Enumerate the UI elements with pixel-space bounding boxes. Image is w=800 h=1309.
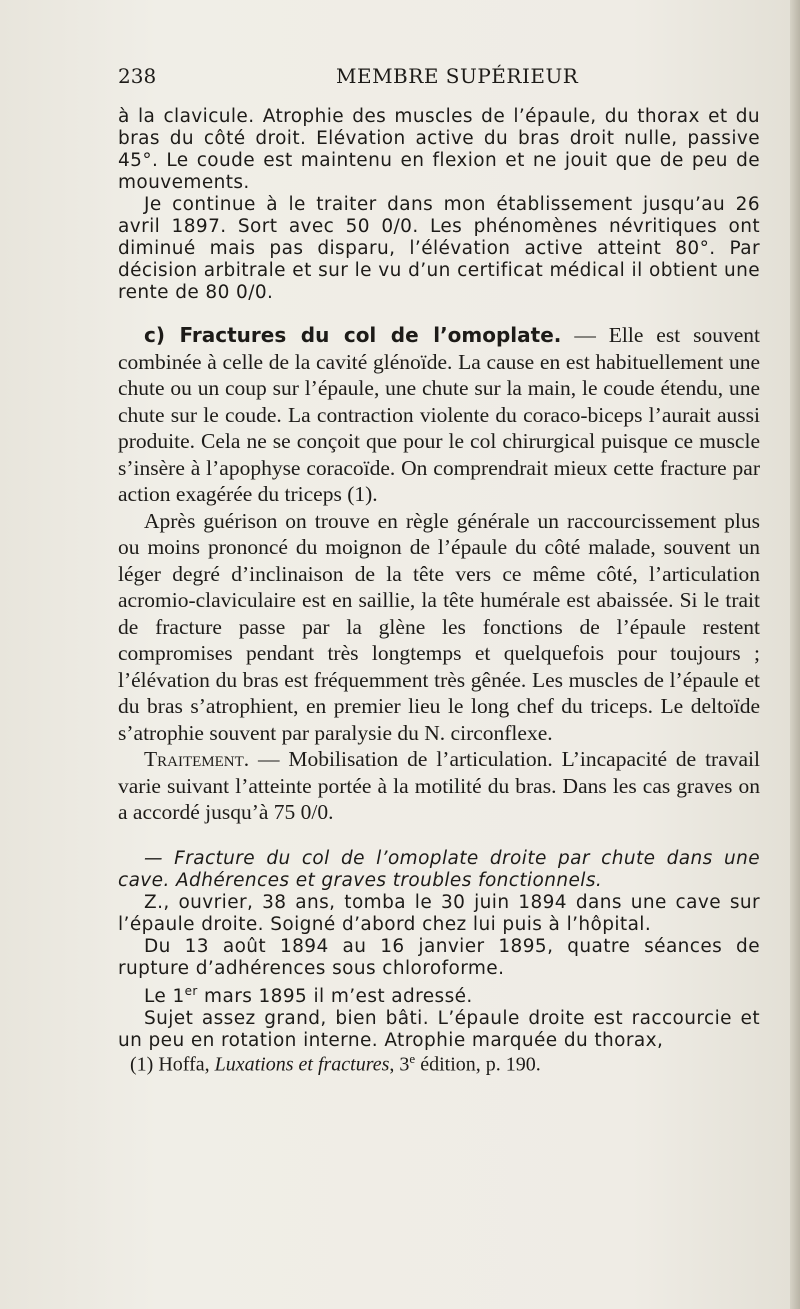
footnote-marker: (1) [130, 1053, 159, 1076]
page-body [118, 106, 760, 1052]
treatment-paragraph [118, 746, 760, 826]
footnote [130, 1051, 760, 1077]
case-paragraph-2: Du 13 août 1894 au 16 janvier 1895, quatre séances de rupture d’adhérences sous chloroforme. [118, 935, 760, 979]
case-paragraph-4: Sujet assez grand, bien bâti. L’épaule droite est raccourcie et un peu en rotation interne. Atrophie marquée du thorax, [118, 1007, 760, 1051]
intro-paragraph-1: à la clavicule. Atrophie des muscles de l’épaule, du thorax et du bras du côté droit. Elévation active du bras droit nulle, passive 45°. Le coude est maintenu en flexion et ne jouit que de peu de mouvements. [118, 106, 760, 193]
page-number: 238 [118, 64, 157, 88]
section-heading: c) Fractures du col de l’omoplate. [144, 323, 562, 347]
footnote-edition: , 3 [389, 1053, 410, 1076]
footnote-page: édition, p. 190. [415, 1053, 541, 1076]
section-c-text: — Elle est souvent combinée à celle de la cavité glénoïde. La cause en est habituellement une chute ou un coup sur l’épaule, une chute sur la main, le coude étendu, une chute sur le coude. La contraction violente du coraco-biceps l’aurait aussi produite. Cela ne se conçoit que pour le col chirurgical puisque ce muscle s’insère à l’apophyse coracoïde. On comprendrait mieux cette fracture par action exagérée du triceps (1). [118, 323, 761, 506]
superscript-er: er [184, 983, 198, 998]
section-c-paragraph-2: Après guérison on trouve en règle générale un raccourcissement plus ou moins prononcé du moignon de l’épaule du côté malade, souvent un léger degré d’inclinaison de la tête vers ce même côté, l’articulation acromio-claviculaire est en saillie, la tête humérale est abaissée. Si le trait de fracture passe par la glène les fonctions de l’épaule restent compromises pendant très longtemps et quelquefois pour toujours ; l’élévation du bras est fréquemment très gênée. Les muscles de l’épaule et du bras s’atrophient, en premier lieu le long chef du triceps. Le deltoïde s’atrophie souvent par paralysie du N. circonflexe. [118, 508, 760, 745]
case-date-rest: mars 1895 il m’est adressé. [197, 985, 473, 1007]
case-title: — Fracture du col de l’omoplate droite par chute dans une cave. Adhérences et graves troubles fonctionnels. [118, 847, 760, 891]
intro-paragraph-2: Je continue à le traiter dans mon établissement jusqu’au 26 avril 1897. Sort avec 50 0/0. Les phénomènes névritiques ont diminué mais pas disparu, l’élévation active atteint 80°. Par décision arbitrale et sur le vu d’un certificat médical il obtient une rente de 80 0/0. [118, 194, 760, 303]
footnote-sup: e [409, 1051, 416, 1066]
treatment-label: Traitement. [144, 747, 250, 771]
case-paragraph-3 [118, 980, 760, 1008]
running-title: MEMBRE SUPÉRIEUR [336, 64, 579, 88]
section-c-paragraph-1 [118, 322, 760, 508]
case-date-text: Le 1 [144, 985, 185, 1007]
page-edge [790, 0, 800, 1309]
page-header [118, 64, 758, 94]
case-paragraph-1: Z., ouvrier, 38 ans, tomba le 30 juin 1894 dans une cave sur l’épaule droite. Soigné d’abord chez lui puis à l’hôpital. [118, 891, 760, 935]
footnote-work: Luxations et fractures [214, 1053, 390, 1076]
treatment-text: — Mobilisation de l’articulation. L’incapacité de travail varie suivant l’atteinte portée à la motilité du bras. Dans les cas graves on a accordé jusqu’à 75 0/0. [118, 747, 760, 824]
footnote-author: Hoffa, [158, 1053, 215, 1076]
